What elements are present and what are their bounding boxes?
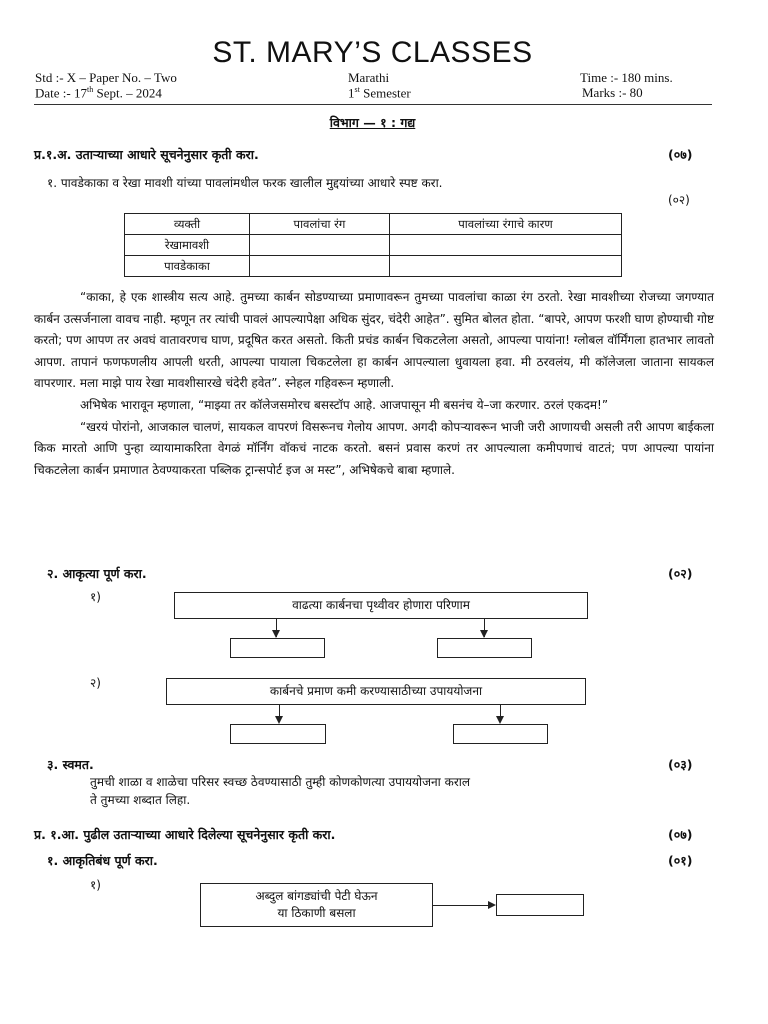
diagram1-answer-box[interactable] <box>230 638 325 658</box>
table-row <box>125 256 622 277</box>
arrow-down-icon <box>496 716 504 724</box>
table-cell: रेखामावशी <box>125 235 250 256</box>
passage-paragraph: “खरयं पोरांनो, आजकाल चालणं, सायकल वापरणं विसरूनच गेलोय आपण. अगदी कोपऱ्यावरून भाजी जरी आणायची असली तरी आपण बाईकला किक मारतो आणि पुन्हा व्यायामाकरिता वेगळं मॉर्निंग वॉकचं नाटक करतो. बसनं प्रवास करणं तर आपल्याला कमीपणाचं वाटतं; पण आपल्या पायांना चिकटलेला कार्बन प्रमाणात ठेवण्याकरता पब्लिक ट्रान्सपोर्ट इज अ मस्ट”, अभिषेकचे बाबा म्हणाले. <box>34 419 714 477</box>
diagram2-main-box: कार्बनचे प्रमाण कमी करण्यासाठीच्या उपाययोजना <box>166 678 586 705</box>
q1a-marks: (०७) <box>668 147 693 162</box>
passage-paragraph: “काका, हे एक शास्त्रीय सत्य आहे. तुमच्या कार्बन सोडण्याच्या प्रमाणावरून तुमच्या पावलांचा काळा रंग ठरतो. रेखा मावशीच्या रोजच्या जगण्यात कार्बन उत्सर्जनाला वावच नाही. म्हणून तर त्यांची पावलं आपल्यापेक्षा अधिक सुंदर, चंदेरी आहेत”. सुमित बोलत होता. “बापरे, आपण फरशी घाण होण्याची गोष्ट करतो; पण आपण तर अवघं वातावरणच घाण, प्रदूषित करत असतो. किती प्रचंड कार्बन चिकटलेला असतो, आपल्या पायांना! ग्लोबल वॉर्मिंगला हातभार लावतो आपण. तापानं फणफणलीय आपली धरती, आपल्या पायाला चिकटलेला हा कार्बन आपल्याला धुवायला हवा. मी ठरवलंय, मी कॉलेजला जाताना सायकल वापरणार. मला माझे पाय रेखा मावशीसारखे चंदेरी हवेत”. स्नेहल गहिवरून म्हणाली. <box>34 290 714 391</box>
q1a-sub2-marks: (०२) <box>668 566 693 581</box>
table-cell <box>389 256 621 277</box>
table-row <box>125 235 622 256</box>
exam-date: Date :- 17th Sept. – 2024 <box>35 85 162 101</box>
q1a-sub1-text: १. पावडेकाका व रेखा मावशी यांच्या पावलांमधील फरक खालील मुद्दयांच्या आधारे स्पष्ट करा. <box>47 176 443 190</box>
arrow-down-icon <box>272 630 280 638</box>
subject: Marathi <box>348 70 390 85</box>
semester: 1st Semester <box>348 85 411 101</box>
q1b-sub1-marks: (०१) <box>668 853 693 868</box>
q1a-sub2-text: २. आकृत्या पूर्ण करा. <box>47 566 147 581</box>
table-header-cell: पावलांचा रंग <box>250 214 390 235</box>
std-paper: Std :- X – Paper No. – Two <box>35 70 177 85</box>
q1b-item-number: १) <box>90 878 101 892</box>
diagram1-answer-box[interactable] <box>437 638 532 658</box>
diagram2-number: २) <box>90 676 101 690</box>
header-divider <box>34 104 712 105</box>
institute-title: ST. MARY’S CLASSES <box>212 36 533 69</box>
q1a-sub3-line: तुमची शाळा व शाळेचा परिसर स्वच्छ ठेवण्यासाठी तुम्ही कोणकोणत्या उपाययोजना कराल <box>90 775 470 789</box>
comparison-table <box>124 213 622 277</box>
arrow-right-icon <box>488 901 496 909</box>
q1b-heading: प्र. १.आ. पुढील उताऱ्याच्या आधारे दिलेल्या सूचनेनुसार कृती करा. <box>34 827 336 842</box>
table-cell <box>389 235 621 256</box>
table-cell <box>250 256 390 277</box>
diagram2-answer-box[interactable] <box>453 724 548 744</box>
q1a-sub3-marks: (०३) <box>668 757 693 772</box>
q1a-sub3-text: ३. स्वमत. <box>47 757 94 772</box>
arrow-line <box>433 905 489 906</box>
table-header-cell: व्यक्ती <box>125 214 250 235</box>
table-cell <box>250 235 390 256</box>
q1b-sub1-text: १. आकृतिबंध पूर्ण करा. <box>47 853 158 868</box>
diagram2-answer-box[interactable] <box>230 724 326 744</box>
diagram1-number: १) <box>90 590 101 604</box>
q1b-source-box: अब्दुल बांगड्यांची पेटी घेऊन या ठिकाणी बसला <box>200 883 433 927</box>
passage-paragraph: अभिषेक भारावून म्हणाला, “माझ्या तर कॉलेजसमोरच बसस्टॉप आहे. आजपासून मी बसनंच ये–जा करणार. ठरलं एकदम!” <box>80 397 609 412</box>
q1a-heading: प्र.१.अ. उताऱ्याच्या आधारे सूचनेनुसार कृती करा. <box>34 147 259 162</box>
q1a-sub3-line: ते तुमच्या शब्दात लिहा. <box>90 793 191 807</box>
total-marks: Marks :- 80 <box>582 85 643 100</box>
arrow-down-icon <box>480 630 488 638</box>
q1a-sub1-marks: (०२) <box>668 193 690 207</box>
time: Time :- 180 mins. <box>580 70 673 85</box>
table-cell: पावडेकाका <box>125 256 250 277</box>
table-header-row <box>125 214 622 235</box>
q1b-answer-box[interactable] <box>496 894 584 916</box>
section-title: विभाग — १ : गद्य <box>329 115 416 130</box>
table-header-cell: पावलांच्या रंगाचे कारण <box>389 214 621 235</box>
q1b-marks: (०७) <box>668 827 693 842</box>
arrow-down-icon <box>275 716 283 724</box>
passage <box>34 287 714 481</box>
diagram1-main-box: वाढत्या कार्बनचा पृथ्वीवर होणारा परिणाम <box>174 592 588 619</box>
